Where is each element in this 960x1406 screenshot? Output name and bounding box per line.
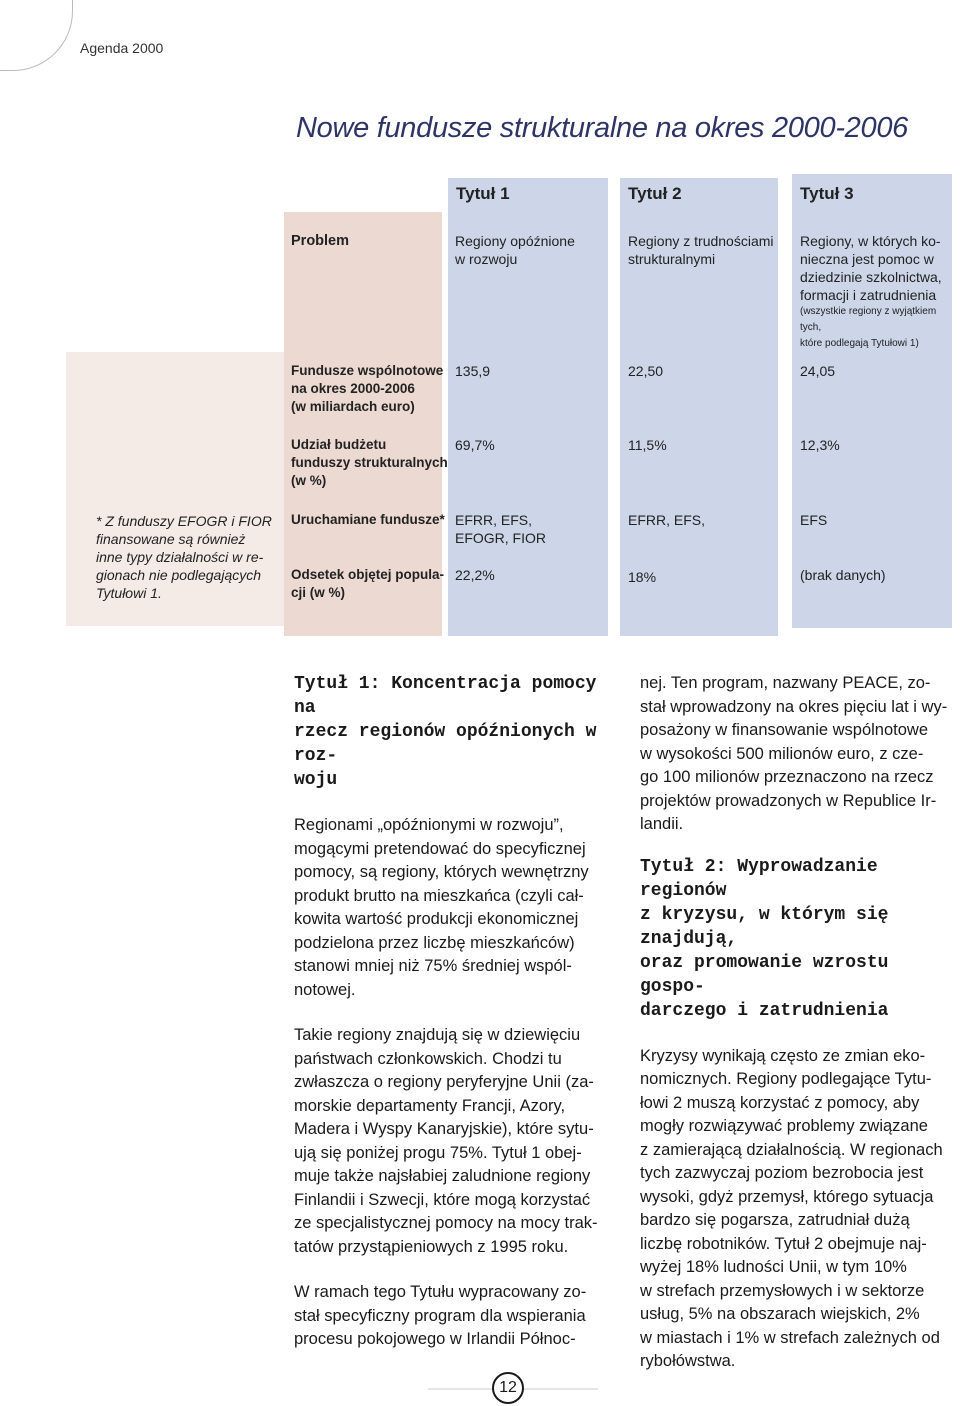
page-number: 12	[492, 1372, 524, 1404]
funds-used-tytul-3: EFS	[800, 512, 828, 528]
header-tytul-1: Tytuł 1	[456, 184, 510, 203]
right-text-column	[640, 672, 956, 1374]
population-tytul-2: 18%	[628, 569, 657, 585]
row-label-population: Odsetek objętej popula- cji (w %)	[291, 567, 445, 600]
budget-share-tytul-2: 11,5%	[628, 437, 667, 453]
problem-cell-3: Regiony, w których ko- nieczna jest pomoc w dziedzinie szkolnictwa, formacji i zatrudnienia (wszystkie regiony z wyjątkiem tych, które podlegają Tytułowi 1)	[800, 233, 942, 349]
page-title: Nowe fundusze strukturalne na okres 2000-2006	[296, 112, 908, 144]
problem-cell-1: Regiony opóźnione w rozwoju	[455, 233, 575, 267]
running-header: Agenda 2000	[80, 40, 164, 56]
paragraph: Regionami „opóźnionymi w rozwoju”, mogącymi pretendować do specyficznej pomocy, są regiony, których wewnętrzny produkt brutto na mieszkańca (czyli cał- kowita wartość produkcji ekonomicznej podzielona przez liczbę mieszkańców) stanowi mniej niż 75% średniej wspól- notowej.	[294, 816, 589, 999]
table-footnote: * Z funduszy EFOGR i FIOR finansowane są również inne typy działalności w re- gionach nie podlegających Tytułowi 1.	[96, 513, 272, 601]
paragraph: Takie regiony znajdują się w dziewięciu państwach członkowskich. Chodzi tu zwłaszcza o regiony peryferyjne Unii (za- morskie departamenty Francji, Azory, Madera i Wyspy Kanaryjskie), które sytu- ują się poniżej progu 75%. Tytuł 1 obej- muje także najsłabiej zaludnione regiony Finlandii i Szwecji, które mogą korzystać ze specjalistycznej pomocy na mocy trak- tatów przystąpieniowych z 1995 roku.	[294, 1026, 598, 1256]
funds-tytul-3: 24,05	[800, 363, 836, 379]
funds-used-tytul-2: EFRR, EFS,	[628, 512, 706, 528]
paragraph: Kryzysy wynikają często ze zmian eko- nomicznych. Regiony podlegające Tytu- łowi 2 muszą korzystać z pomocy, aby mogły rozwiązywać problemy związane z zamierającą działalnością. W regionach tych zazwyczaj poziom bezrobocia jest wysoki, gdyż przemysł, którego sytuacja bardzo się pogarsza, zatrudniał dużą liczbę robotników. Tytuł 2 obejmuje naj- wyżej 18% ludności Unii, w tym 10% w strefach przemysłowych i w sektorze usług, 5% na obszarach wiejskich, 2% w miastach i 1% w strefach zależnych od rybołówstwa.	[640, 1046, 943, 1370]
header-tytul-2: Tytuł 2	[628, 184, 682, 203]
row-label-funds-used: Uruchamiane fundusze*	[291, 512, 445, 527]
funds-used-tytul-1: EFRR, EFS, EFOGR, FIOR	[455, 512, 546, 546]
section-heading-tytul-1: Tytuł 1: Koncentracja pomocy na rzecz regionów opóźnionych w roz- woju	[294, 674, 597, 790]
population-tytul-3: (brak danych)	[800, 567, 886, 583]
paragraph: nej. Ten program, nazwany PEACE, zo- stał wprowadzony na okres pięciu lat i wy- posażony w finansowanie wspólnotowe w wysokości 500 milionów euro, z cze- go 100 milionów przeznaczono na rzecz projektów prowadzonych w Republice Ir- landii.	[640, 674, 948, 833]
funds-tytul-1: 135,9	[455, 363, 491, 379]
budget-share-tytul-3: 12,3%	[800, 437, 840, 453]
header-tytul-3: Tytuł 3	[800, 184, 854, 203]
population-tytul-1: 22,2%	[455, 567, 495, 583]
problem-cell-2: Regiony z trudnościami strukturalnymi	[628, 233, 774, 267]
row-label-budget-share: Udział budżetu funduszy strukturalnych (w %)	[291, 437, 448, 488]
paragraph: W ramach tego Tytułu wypracowany zo- stał specyficzny program dla wspierania procesu pokojowego w Irlandii Północ-	[294, 1283, 587, 1348]
left-text-column	[294, 672, 619, 1352]
section-heading-tytul-2: Tytuł 2: Wyprowadzanie regionów z kryzysu, w którym się znajdują, oraz promowanie wzrostu gospo- darczego i zatrudnienia	[640, 856, 889, 1021]
row-label-funds: Fundusze wspólnotowe na okres 2000-2006 (w miliardach euro)	[291, 363, 444, 414]
corner-decoration	[0, 0, 73, 71]
budget-share-tytul-1: 69,7%	[455, 437, 495, 453]
row-label-problem: Problem	[291, 233, 350, 249]
funds-tytul-2: 22,50	[628, 363, 664, 379]
